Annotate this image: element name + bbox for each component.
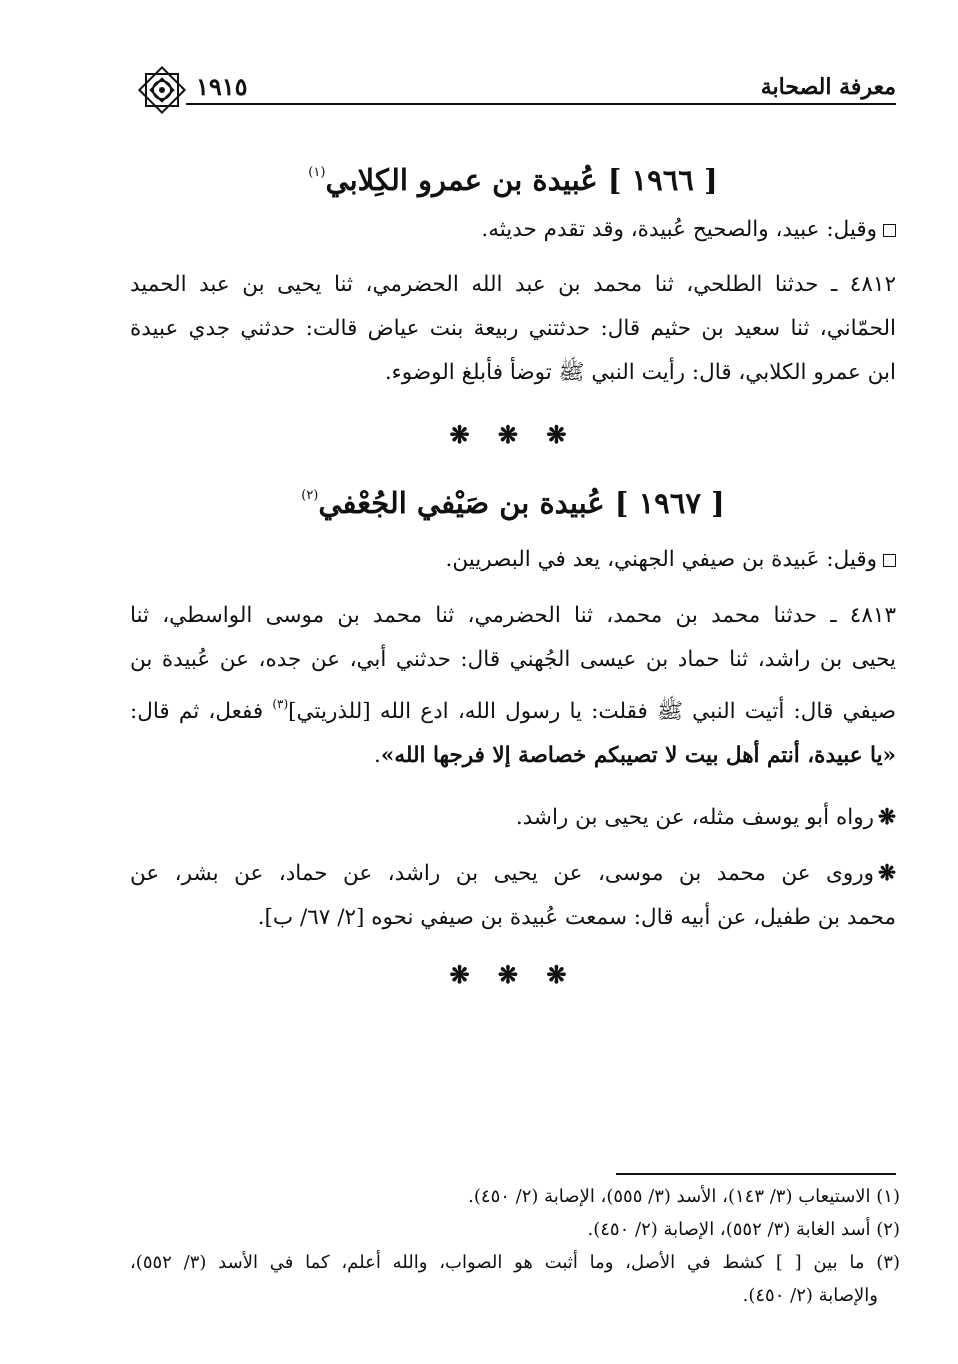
page-number: ١٩١٥: [196, 72, 248, 101]
entry-heading: [130, 153, 896, 200]
footnote-marker: (٢): [301, 488, 319, 503]
footnote-3-continued: والإصابة (٢/ ٤٥٠).: [742, 1285, 878, 1306]
note-text: رواه أبو يوسف مثله، عن يحيى بن راشد.: [515, 805, 874, 830]
star-bullet-icon: ❋: [877, 805, 896, 830]
hadith-line-part: صيفي قال: أتيت النبي ﷺ فقلت: يا رسول الله، ادع الله [للذريتي]: [288, 699, 896, 724]
hadith-line: الحمّاني، ثنا سعيد بن حثيم قال: حدثتني ربيعة بنت عياض قالت: حدثني جدي عبيدة: [130, 316, 896, 341]
footnote-3: (٣) ما بين [ ] كشط في الأصل، وما أثبت هو الصواب، والله أعلم، كما في الأسد (٣/ ٥٥٢)،: [130, 1252, 900, 1273]
hadith-line: ابن عمرو الكلابي، قال: رأيت النبي ﷺ توضأ فأبلغ الوضوء.: [384, 360, 896, 385]
hadith-line: [130, 734, 896, 778]
square-bullet-icon: [883, 224, 896, 237]
note-line: [130, 796, 896, 840]
footnote-1: (١) الاستيعاب (٣/ ١٤٣)، الأسد (٣/ ٥٥٥)، الإصابة (٢/ ٤٥٠).: [468, 1186, 900, 1207]
entry-1966-heading-block: [130, 153, 896, 200]
intro-text: وقيل: عَبيدة بن صيفي الجهني، يعد في البصريين.: [445, 547, 877, 572]
intro-line: [130, 538, 896, 582]
intro-text: وقيل: عبيد، والصحيح عُبيدة، وقد تقدم حديثه.: [481, 217, 877, 242]
footnote-2: (٢) أسد الغابة (٣/ ٥٥٢)، الإصابة (٢/ ٤٥٠).: [587, 1219, 900, 1240]
hadith-line: ٤٨١٢ ـ حدثنا الطلحي، ثنا محمد بن عبد الله الحضرمي، ثنا يحيى بن عبد الحميد: [130, 272, 896, 297]
entry-1967-heading-block: [130, 476, 896, 523]
book-title: معرفة الصحابة: [760, 74, 896, 100]
hadith-line-end: .: [374, 743, 381, 768]
entry-1967-intro: [130, 538, 896, 582]
section-separator: [130, 960, 896, 989]
narration-note-1: [130, 796, 896, 840]
entry-1966-intro: [130, 208, 896, 252]
note-text: وروى عن محمد بن موسى، عن يحيى بن راشد، عن حماد، عن بشر، عن: [130, 861, 874, 886]
stars-separator: ❋ ❋ ❋: [449, 420, 577, 449]
hadith-line: ٤٨١٣ ـ حدثنا محمد بن محمد، ثنا الحضرمي، ثنا محمد بن موسى الواسطي، ثنا: [130, 603, 896, 628]
intro-line: [130, 208, 896, 252]
footnote-marker: (١): [308, 165, 326, 180]
hadith-line-part: ففعل، ثم قال:: [130, 699, 273, 724]
octagram-ornament-icon: [134, 62, 190, 118]
footnote-rule: [616, 1173, 896, 1175]
running-head: [134, 72, 896, 106]
prophetic-quote: «يا عبيدة، أنتم أهل بيت لا تصيبكم خصاصة إلا فرجها الله»: [380, 743, 896, 768]
section-separator: [130, 420, 896, 449]
square-bullet-icon: [883, 554, 896, 567]
footnotes: [130, 1180, 900, 1312]
note-line: محمد بن طفيل، عن أبيه قال: سمعت عُبيدة بن صيفي نحوه [٢/ ٦٧/ ب].: [257, 905, 896, 930]
note-line: [130, 852, 896, 896]
hadith-line: [130, 682, 896, 734]
entry-heading: [130, 476, 896, 523]
star-bullet-icon: ❋: [877, 861, 896, 886]
stars-separator: ❋ ❋ ❋: [449, 960, 577, 989]
narration-note-2: [130, 852, 896, 940]
entry-heading-text: [ ١٩٦٧ ] عُبيدة بن صَيْفي الجُعْفي: [318, 486, 725, 520]
hadith-line: يحيى بن راشد، ثنا حماد بن عيسى الجُهني قال: حدثني أبي، عن جده، عن عُبيدة بن: [130, 647, 896, 672]
footnote-marker: (٣): [272, 697, 289, 711]
hadith-4813: [130, 594, 896, 778]
hadith-4812: [130, 263, 896, 395]
header-rule: [186, 103, 896, 105]
entry-heading-text: [ ١٩٦٦ ] عُبيدة بن عمرو الكِلابي: [325, 163, 718, 197]
